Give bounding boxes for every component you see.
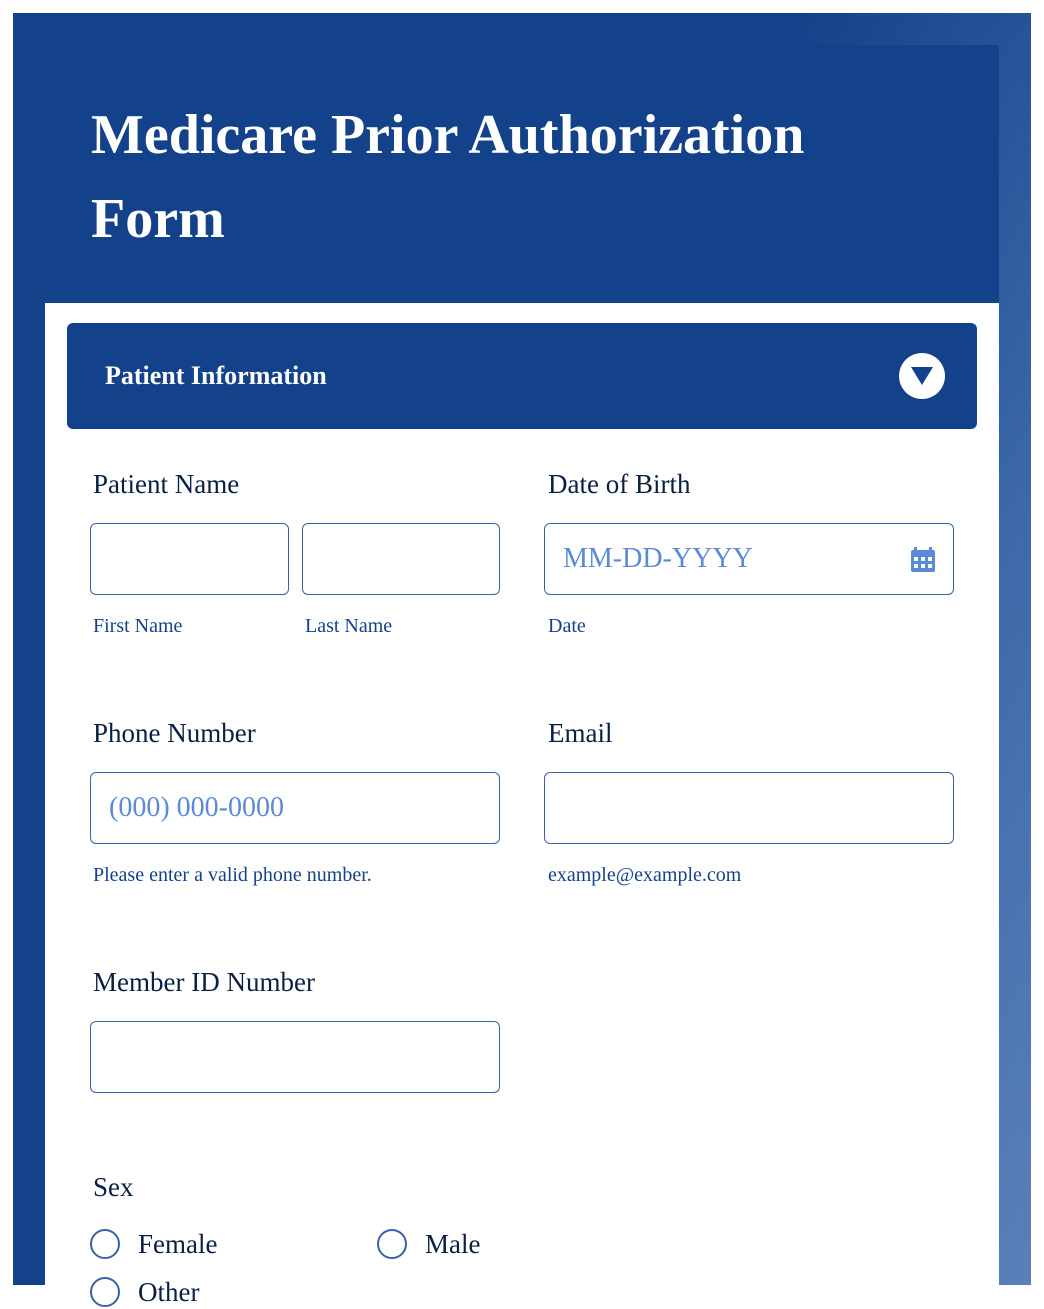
date-of-birth-input[interactable] (544, 523, 954, 595)
radio-button[interactable] (90, 1229, 120, 1259)
first-name-input[interactable] (90, 523, 289, 595)
email-sublabel: example@example.com (548, 864, 742, 886)
patient-name-label: Patient Name (93, 469, 240, 499)
calendar-icon[interactable] (910, 547, 936, 573)
date-sublabel: Date (548, 615, 586, 637)
sex-option-other[interactable] (90, 1275, 199, 1309)
form-card (45, 45, 999, 1307)
sex-option-female[interactable] (90, 1227, 217, 1261)
radio-button[interactable] (90, 1277, 120, 1307)
first-name-sublabel: First Name (93, 615, 183, 637)
chevron-down-icon (911, 367, 933, 385)
radio-button[interactable] (377, 1229, 407, 1259)
radio-label: Male (425, 1229, 481, 1259)
email-input[interactable] (544, 772, 954, 844)
section-header-patient-information[interactable] (67, 323, 977, 429)
email-label: Email (548, 718, 613, 748)
member-id-input[interactable] (90, 1021, 500, 1093)
radio-label: Female (138, 1229, 218, 1259)
member-id-label: Member ID Number (93, 967, 315, 997)
form-header (45, 45, 999, 303)
section-collapse-button[interactable] (899, 353, 945, 399)
radio-label: Other (138, 1277, 200, 1307)
phone-number-sublabel: Please enter a valid phone number. (93, 864, 372, 886)
phone-number-input[interactable] (90, 772, 500, 844)
sex-label: Sex (93, 1172, 134, 1202)
last-name-sublabel: Last Name (305, 615, 393, 637)
section-title: Patient Information (105, 361, 327, 390)
last-name-input[interactable] (302, 523, 500, 595)
phone-number-label: Phone Number (93, 718, 256, 748)
form-title: Medicare Prior Authorization Form (91, 104, 805, 250)
date-of-birth-label: Date of Birth (548, 469, 691, 499)
sex-option-male[interactable] (377, 1227, 480, 1261)
